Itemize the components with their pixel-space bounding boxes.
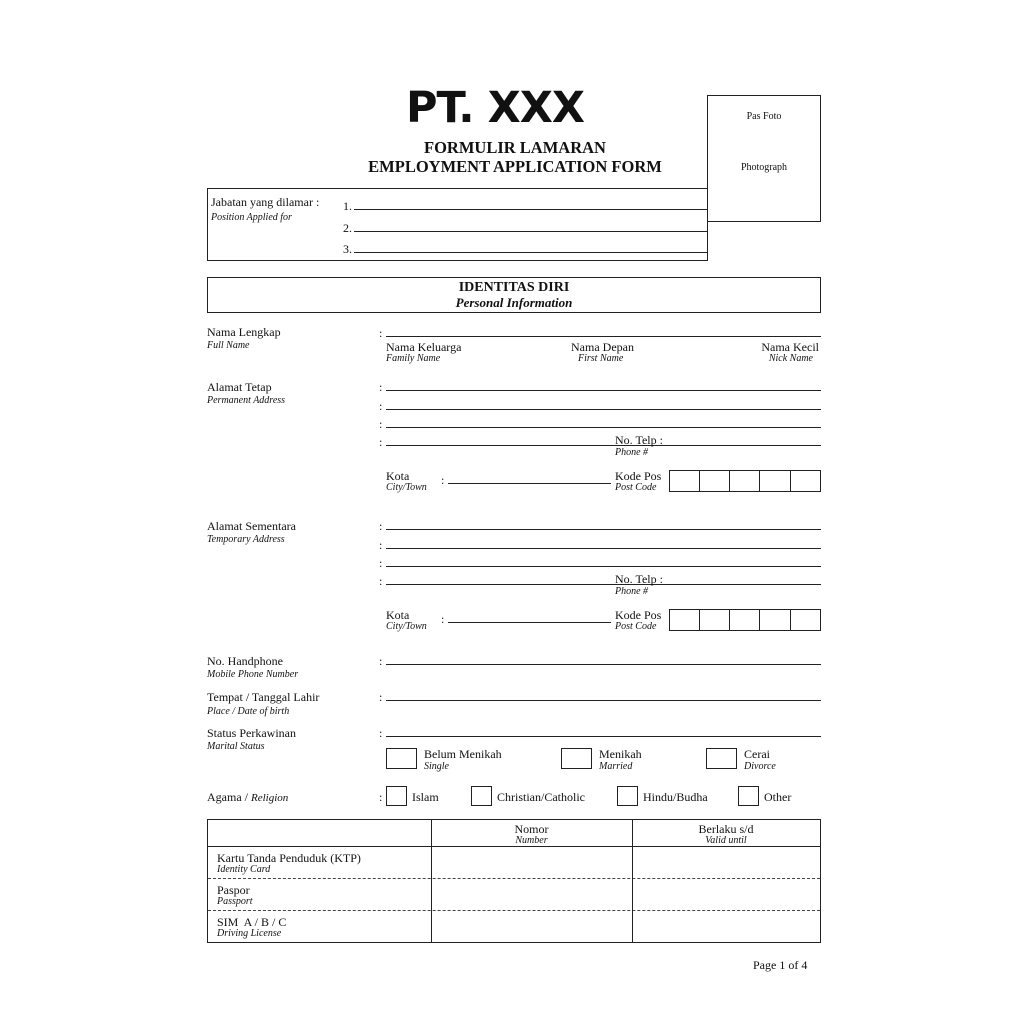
permanent-address-colon-2: : — [379, 399, 383, 413]
birth-colon: : — [379, 690, 383, 704]
permanent-postcode-label-en: Post Code — [615, 482, 657, 493]
id-table-col-number-en: Number — [515, 835, 548, 846]
permanent-city-label: Kota — [386, 469, 410, 483]
photo-label: Pas Foto — [746, 111, 782, 122]
permanent-postcode-digit-2[interactable] — [699, 470, 730, 492]
form-title-id: FORMULIR LAMARAN — [424, 138, 606, 157]
temporary-postcode-label: Kode Pos — [615, 608, 662, 622]
nick-name-label-en: Nick Name — [768, 353, 813, 364]
temporary-postcode-label-en: Post Code — [615, 621, 657, 632]
mobile-label-en: Mobile Phone Number — [207, 669, 299, 680]
permanent-address-colon-3: : — [379, 417, 383, 431]
mobile-colon: : — [379, 654, 383, 668]
religion-label — [207, 790, 288, 805]
id-table-col-number: Nomor — [514, 822, 549, 836]
religion-label-en: Religion — [251, 792, 289, 804]
permanent-address-line-4[interactable] — [386, 445, 821, 446]
religion-label-id: Agama / — [207, 790, 251, 804]
religion-christian-checkbox[interactable] — [471, 786, 492, 806]
marital-married-label-en: Married — [599, 761, 633, 772]
position-choice-2-field[interactable] — [354, 231, 708, 232]
page-number: Page 1 of 4 — [753, 958, 808, 972]
temporary-postcode-digit-5[interactable] — [790, 609, 821, 631]
full-name-field[interactable] — [386, 336, 821, 337]
id-table-row-sim: SIM A / B / C — [217, 915, 287, 929]
religion-christian-label: Christian/Catholic — [497, 790, 585, 804]
temporary-address-line-2[interactable] — [386, 548, 821, 549]
permanent-address-line-1[interactable] — [386, 390, 821, 391]
mobile-field[interactable] — [386, 664, 821, 665]
ktp-number-cell[interactable] — [432, 847, 631, 878]
mobile-label: No. Handphone — [207, 654, 283, 668]
permanent-address-label: Alamat Tetap — [207, 380, 272, 394]
temporary-city-label: Kota — [386, 608, 410, 622]
permanent-postcode-digit-4[interactable] — [759, 470, 791, 492]
temporary-city-field[interactable] — [448, 622, 611, 623]
id-table — [207, 819, 821, 943]
sim-valid-cell[interactable] — [633, 911, 820, 942]
permanent-address-line-3[interactable] — [386, 427, 821, 428]
permanent-postcode-digit-5[interactable] — [790, 470, 821, 492]
permanent-city-label-en: City/Town — [386, 482, 427, 493]
temporary-address-line-3[interactable] — [386, 566, 821, 567]
passport-number-cell[interactable] — [432, 879, 631, 910]
temporary-postcode-digit-3[interactable] — [729, 609, 760, 631]
position-label: Jabatan yang dilamar : — [211, 195, 320, 209]
section-header — [207, 277, 821, 313]
marital-label: Status Perkawinan — [207, 726, 296, 740]
position-choice-1-label: 1. — [343, 199, 352, 213]
permanent-postcode-digit-3[interactable] — [729, 470, 760, 492]
marital-divorce-checkbox[interactable] — [706, 748, 737, 769]
permanent-address-colon-4: : — [379, 435, 383, 449]
id-table-col-valid-en: Valid until — [705, 835, 747, 846]
temporary-address-label-en: Temporary Address — [207, 534, 285, 545]
sim-number-cell[interactable] — [432, 911, 631, 942]
marital-field[interactable] — [386, 736, 821, 737]
id-table-row-ktp-en: Identity Card — [217, 864, 271, 875]
temporary-address-label: Alamat Sementara — [207, 519, 296, 533]
religion-hindu-checkbox[interactable] — [617, 786, 638, 806]
id-table-row-ktp: Kartu Tanda Penduduk (KTP) — [217, 851, 361, 865]
id-table-row-sim-en: Driving License — [217, 928, 282, 939]
position-choice-2-label: 2. — [343, 221, 352, 235]
religion-islam-checkbox[interactable] — [386, 786, 407, 806]
temporary-postcode-digit-1[interactable] — [669, 609, 700, 631]
temporary-address-line-1[interactable] — [386, 529, 821, 530]
marital-label-en: Marital Status — [207, 741, 265, 752]
birth-label-en: Place / Date of birth — [207, 706, 290, 717]
temporary-address-colon-2: : — [379, 538, 383, 552]
religion-hindu-label: Hindu/Budha — [643, 790, 708, 804]
permanent-address-colon-1: : — [379, 380, 383, 394]
religion-other-label: Other — [764, 790, 792, 804]
nick-name-label: Nama Kecil — [761, 340, 819, 354]
temporary-phone-label-en: Phone # — [615, 586, 649, 597]
permanent-address-label-en: Permanent Address — [207, 395, 286, 406]
temporary-address-colon-4: : — [379, 574, 383, 588]
temporary-city-colon: : — [441, 612, 445, 626]
position-label-en: Position Applied for — [211, 212, 292, 223]
form-title-en: EMPLOYMENT APPLICATION FORM — [368, 157, 662, 176]
id-table-row-passport: Paspor — [217, 883, 250, 897]
family-name-label: Nama Keluarga — [386, 340, 462, 354]
birth-field[interactable] — [386, 700, 821, 701]
full-name-colon: : — [379, 326, 383, 340]
marital-single-checkbox[interactable] — [386, 748, 417, 769]
photo-box[interactable] — [707, 95, 821, 222]
full-name-label: Nama Lengkap — [207, 325, 281, 339]
marital-single-label-en: Single — [424, 761, 449, 772]
marital-married-checkbox[interactable] — [561, 748, 592, 769]
permanent-address-line-2[interactable] — [386, 409, 821, 410]
marital-married-label: Menikah — [599, 747, 642, 761]
temporary-phone-label: No. Telp : — [615, 572, 663, 586]
id-table-row-passport-en: Passport — [217, 896, 253, 907]
passport-valid-cell[interactable] — [633, 879, 820, 910]
position-applied-box — [207, 188, 708, 261]
temporary-postcode-digit-2[interactable] — [699, 609, 730, 631]
permanent-phone-label: No. Telp : — [615, 433, 663, 447]
family-name-label-en: Family Name — [386, 353, 441, 364]
temporary-address-colon-3: : — [379, 556, 383, 570]
permanent-phone-label-en: Phone # — [615, 447, 649, 458]
religion-colon: : — [379, 790, 383, 804]
birth-label: Tempat / Tanggal Lahir — [207, 690, 320, 704]
photograph-label: Photograph — [740, 162, 788, 173]
section-subtitle: Personal Information — [455, 295, 573, 310]
company-name: PT. XXX — [405, 83, 585, 133]
permanent-city-colon: : — [441, 473, 445, 487]
marital-colon: : — [379, 726, 383, 740]
religion-other-checkbox[interactable] — [738, 786, 759, 806]
permanent-postcode-label: Kode Pos — [615, 469, 662, 483]
temporary-address-colon-1: : — [379, 519, 383, 533]
temporary-postcode-digit-4[interactable] — [759, 609, 791, 631]
full-name-label-en: Full Name — [207, 340, 250, 351]
position-choice-3-field[interactable] — [354, 252, 708, 253]
first-name-label: Nama Depan — [571, 340, 634, 354]
temporary-city-label-en: City/Town — [386, 621, 427, 632]
religion-islam-label: Islam — [412, 790, 439, 804]
id-table-col-valid: Berlaku s/d — [698, 822, 754, 836]
position-choice-3-label: 3. — [343, 242, 352, 256]
position-choice-1-field[interactable] — [354, 209, 708, 210]
marital-divorce-label: Cerai — [744, 747, 770, 761]
ktp-valid-cell[interactable] — [633, 847, 820, 878]
marital-divorce-label-en: Divorce — [744, 761, 776, 772]
permanent-postcode-digit-1[interactable] — [669, 470, 700, 492]
marital-single-label: Belum Menikah — [424, 747, 502, 761]
temporary-address-line-4[interactable] — [386, 584, 821, 585]
permanent-city-field[interactable] — [448, 483, 611, 484]
section-title: IDENTITAS DIRI — [458, 280, 570, 295]
first-name-label-en: First Name — [578, 353, 624, 364]
